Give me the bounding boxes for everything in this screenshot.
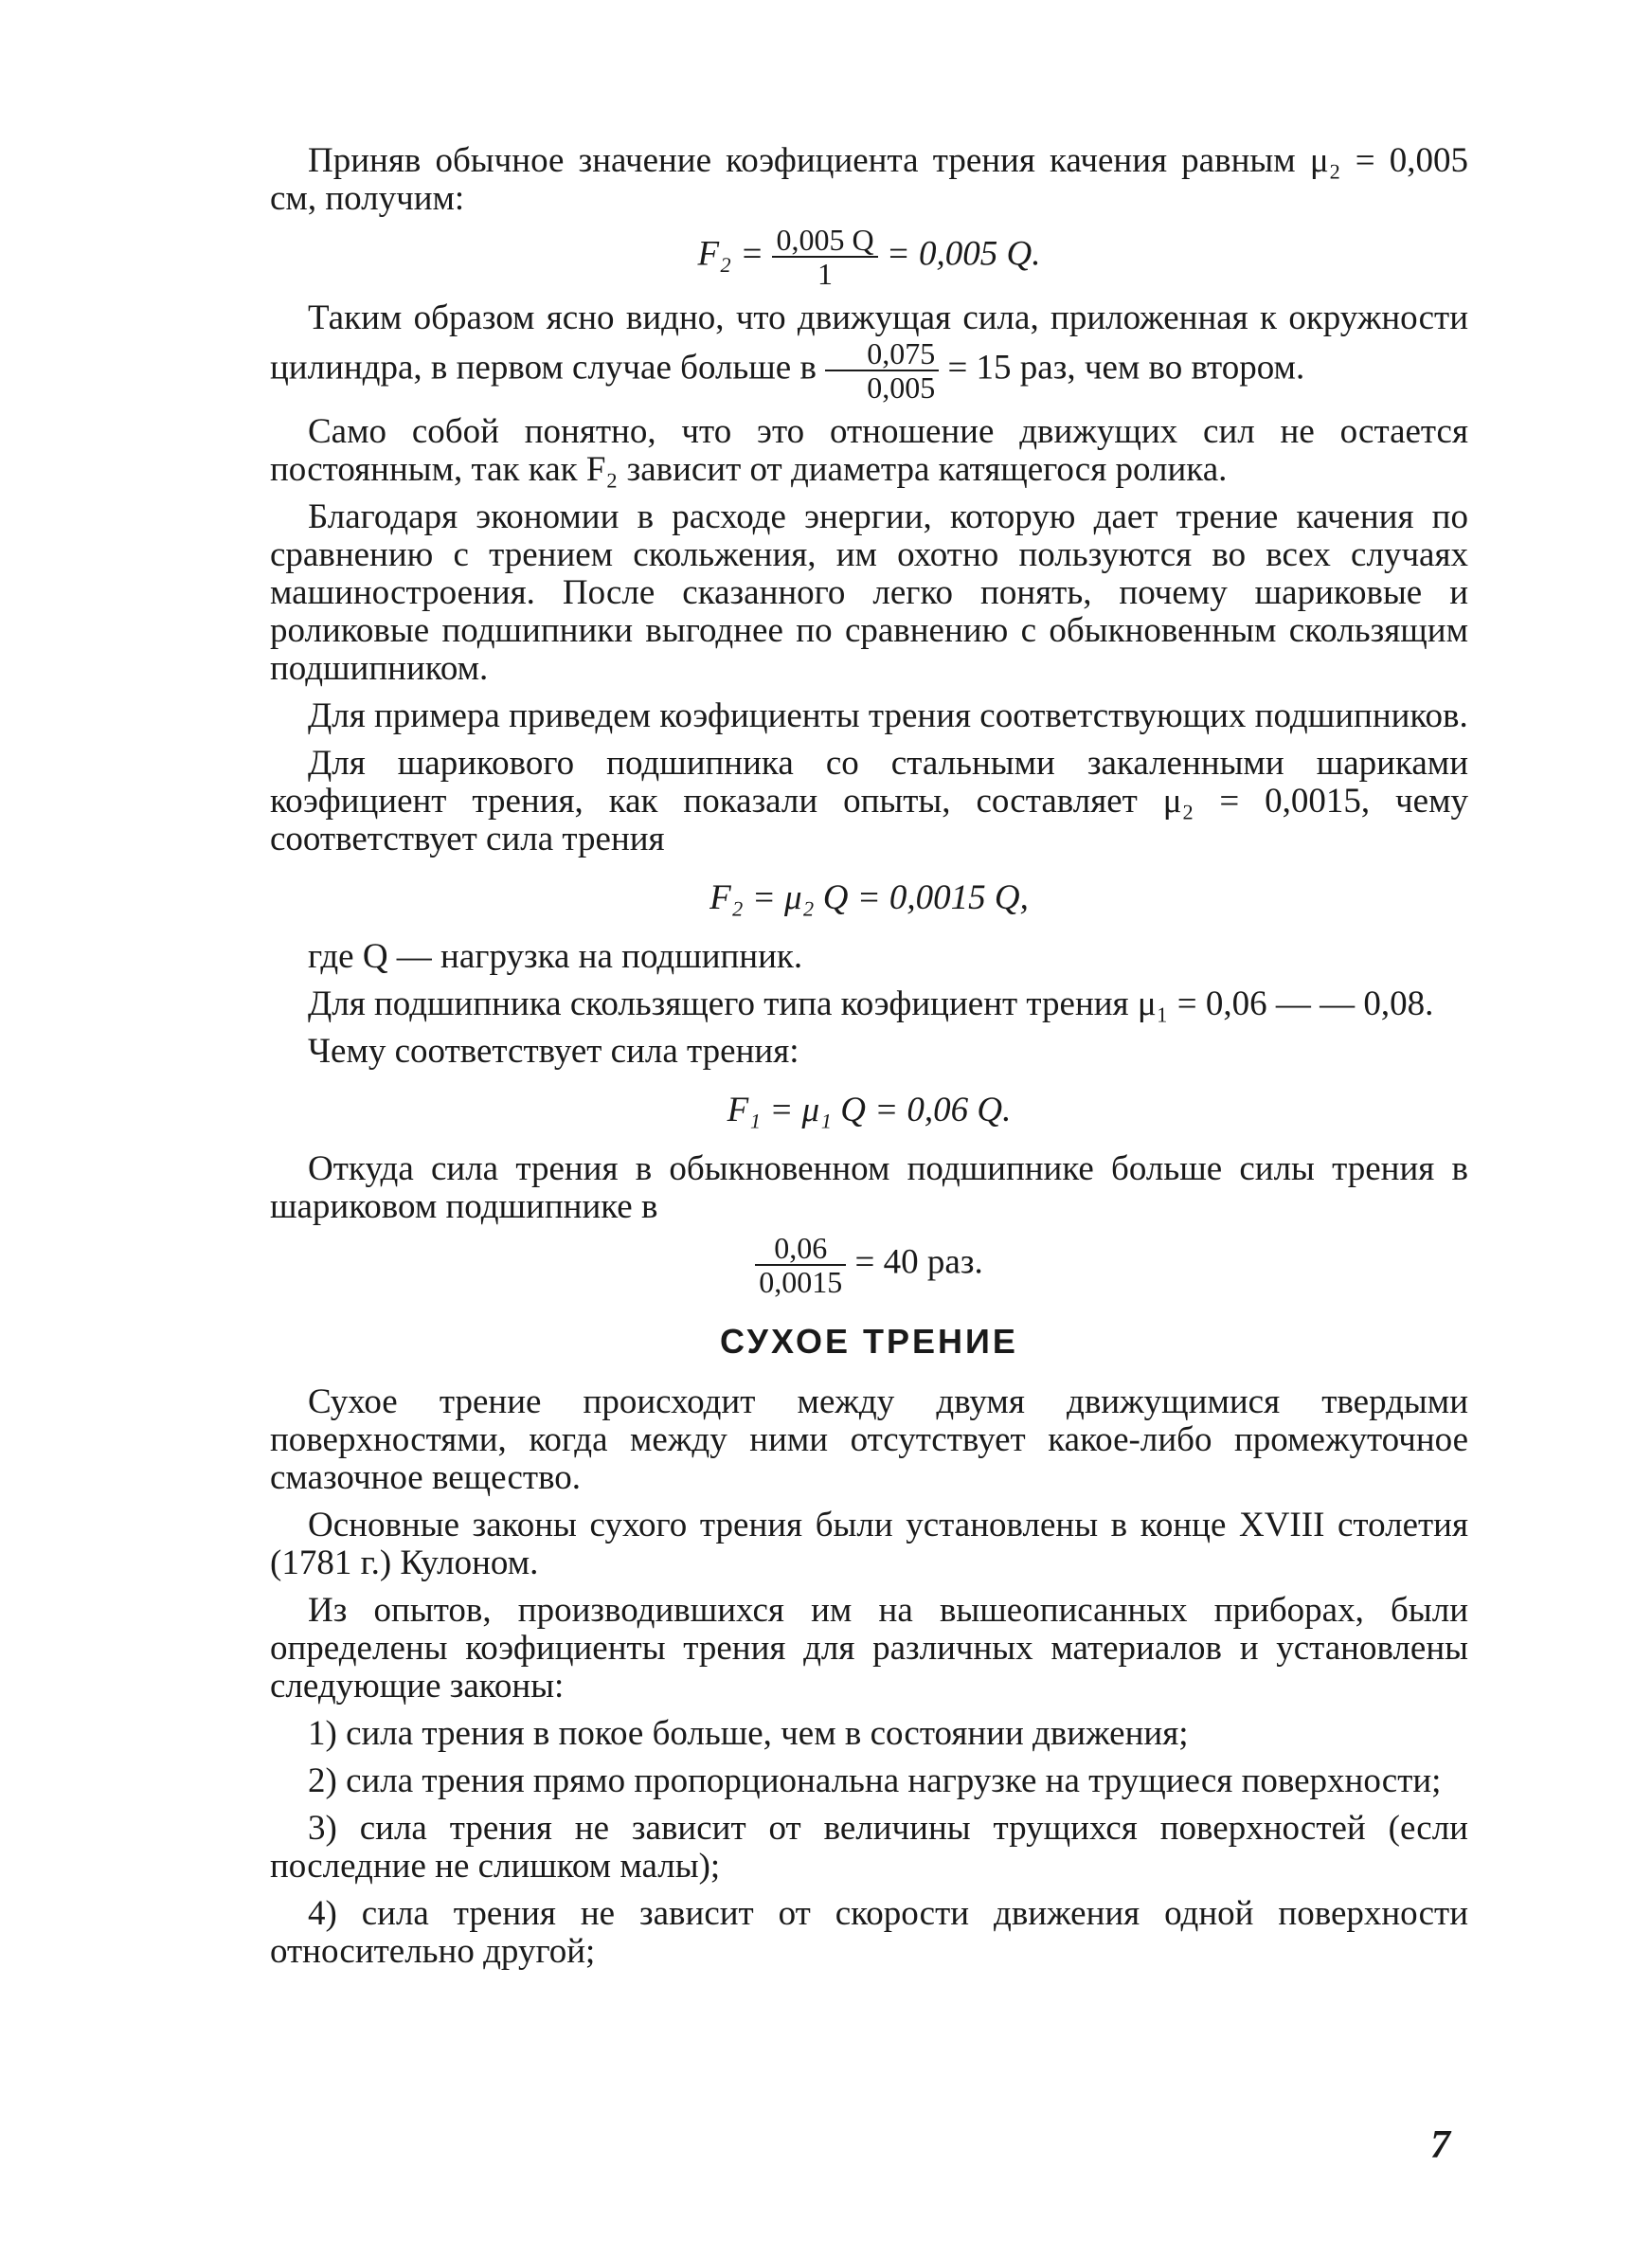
formula-lhs: F₂ = [697,234,764,274]
page-body [270,142,1468,1971]
fraction-numerator: 0,06 [755,1232,846,1266]
paragraph: Для примера приведем коэфициенты трения соответствующих подшипников. [308,696,1468,735]
list-item: 1) сила трения в покое больше, чем в состоянии движения; [308,1714,1189,1753]
fraction-denominator: 0,0015 [759,1265,843,1299]
paragraph: где Q — нагрузка на подшипник. [308,937,803,976]
paragraph: Для шарикового подшипника со стальными закаленными шариками коэфициент трения, как показали опыты, составляет μ₂ = 0,0015, чему соответствует сила трения [270,744,1468,858]
formula-rhs: = 0,005 Q. [886,234,1041,274]
paragraph: Откуда сила трения в обыкновенном подшипнике больше силы трения в шариковом подшипнике в [270,1149,1468,1226]
fraction-numerator: 0,075 [825,337,939,371]
fraction-numerator: 0,005 Q [772,224,877,258]
laws-list [270,1715,1468,1971]
paragraph: Из опытов, производившихся им на вышеописанных приборах, были определены коэфициенты трения для различных материалов и установлены следующие законы: [270,1591,1468,1706]
fraction-denominator: 1 [817,257,833,291]
formula-f2-rolling [270,224,1468,290]
fraction [772,224,877,290]
paragraph [270,299,1468,404]
page-number: 7 [1430,2123,1450,2167]
paragraph: Благодаря экономии в расходе энергии, которую дает трение качения по сравнению с трением скольжения, им охотно пользуются во всех случаях машиностроения. После сказанного легко понять, почему шариковые и роликовые подшипники выгоднее по сравнению с обыкновенным скользящим подшипником. [270,497,1468,688]
list-item: 2) сила трения прямо пропорциональна нагрузке на трущиеся поверхности; [308,1761,1442,1800]
formula-plain-bearing: F₁ = μ₁ Q = 0,06 Q. [727,1091,1012,1129]
paragraph: Сухое трение происходит между двумя движущимися твердыми поверхностями, когда между ними отсутствует какое-либо промежуточное смазочное вещество. [270,1382,1468,1497]
paragraph-text: = 15 раз, чем во втором. [947,348,1305,388]
paragraph: Основные законы сухого трения были установлены в конце XVIII столетия (1781 г.) Кулоном. [270,1506,1468,1582]
fraction [825,337,939,404]
formula-ratio [270,1232,1468,1298]
paragraph: Для подшипника скользящего типа коэфициент трения μ₁ = 0,06 — — 0,08. [308,984,1434,1023]
paragraph-text: Таким образом ясно видно, что движущая сила, приложенная к окружности цилиндра, в первом случае больше в [270,298,1468,388]
fraction [755,1232,846,1298]
list-item: 4) сила трения не зависит от скорости движения одной поверхности относительно другой; [270,1894,1468,1971]
section-heading: СУХОЕ ТРЕНИЕ [720,1322,1018,1361]
fraction-denominator: 0,005 [867,370,936,405]
list-item: 3) сила трения не зависит от величины трущихся поверхностей (если последние не слишком малы); [270,1809,1468,1886]
formula-ball-bearing: F₂ = μ₂ Q = 0,0015 Q, [709,878,1029,917]
paragraph: Чему соответствует сила трения: [308,1032,799,1071]
paragraph: Само собой понятно, что это отношение движущих сил не остается постоянным, так как F₂ зависит от диаметра катящегося ролика. [270,412,1468,489]
formula-rhs: = 40 раз. [854,1242,983,1282]
paragraph: Приняв обычное значение коэфициента трения качения равным μ₂ = 0,005 см, получим: [270,141,1468,218]
